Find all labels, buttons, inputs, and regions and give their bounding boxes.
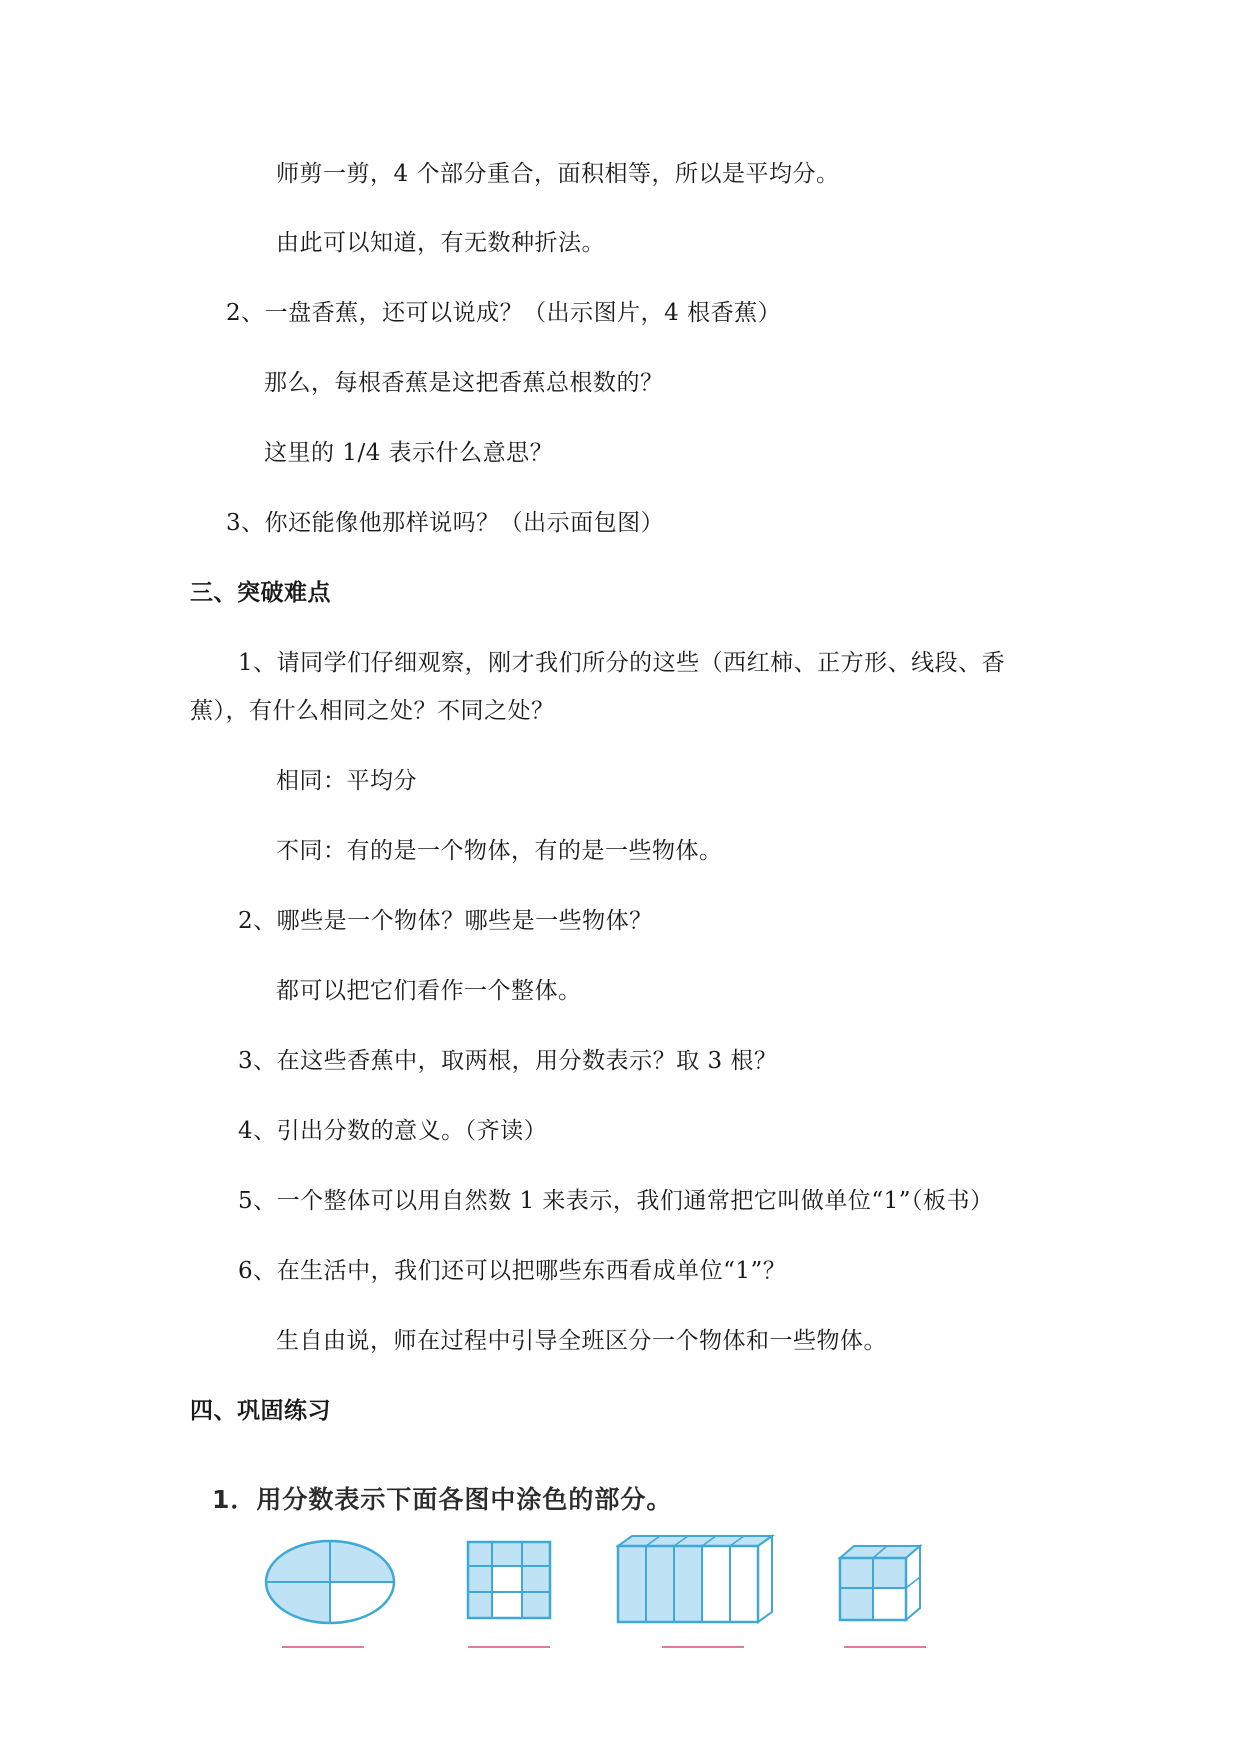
section-heading-3: 三、突破难点	[190, 580, 331, 606]
text-line-7: 1、请同学们仔细观察，刚才我们所分的这些（西红柿、正方形、线段、香	[238, 650, 1006, 676]
text-line-9: 相同：平均分	[276, 768, 417, 794]
answer-blank-1[interactable]	[282, 1646, 364, 1648]
text-line-15: 5、一个整体可以用自然数 1 来表示，我们通常把它叫做单位“1”（板书）	[238, 1188, 994, 1214]
text-line-5: 这里的 1/4 表示什么意思？	[264, 440, 554, 466]
section-heading-4: 四、巩固练习	[190, 1398, 331, 1424]
text-line-1: 师剪一剪，4 个部分重合，面积相等，所以是平均分。	[276, 161, 840, 187]
text-line-8: 蕉），有什么相同之处？不同之处？	[190, 698, 555, 724]
prism-figure	[616, 1534, 776, 1626]
answer-blank-3[interactable]	[662, 1646, 744, 1648]
text-line-13: 3、在这些香蕉中，取两根，用分数表示？取 3 根？	[238, 1048, 778, 1074]
text-line-14: 4、引出分数的意义。（齐读）	[238, 1118, 548, 1144]
text-line-12: 都可以把它们看作一个整体。	[276, 978, 582, 1004]
text-line-17: 生自由说，师在过程中引导全班区分一个物体和一些物体。	[276, 1328, 887, 1354]
answer-blank-4[interactable]	[844, 1646, 926, 1648]
text-line-2: 由此可以知道，有无数种折法。	[276, 230, 605, 256]
text-line-6: 3、你还能像他那样说吗？（出示面包图）	[226, 510, 665, 536]
exercise-image	[206, 1484, 966, 1664]
text-line-11: 2、哪些是一个物体？哪些是一些物体？	[238, 908, 653, 934]
text-line-16: 6、在生活中，我们还可以把哪些东西看成单位“1”？	[238, 1258, 787, 1284]
ellipse-figure	[264, 1538, 396, 1628]
text-line-10: 不同：有的是一个物体，有的是一些物体。	[276, 838, 723, 864]
grid-figure	[466, 1540, 554, 1622]
cube-figure	[838, 1544, 924, 1626]
exercise-title: 1．用分数表示下面各图中涂色的部分。	[212, 1485, 673, 1514]
answer-blank-2[interactable]	[468, 1646, 550, 1648]
text-line-3: 2、一盘香蕉，还可以说成？（出示图片，4 根香蕉）	[226, 300, 782, 326]
text-line-4: 那么，每根香蕉是这把香蕉总根数的？	[264, 370, 664, 396]
